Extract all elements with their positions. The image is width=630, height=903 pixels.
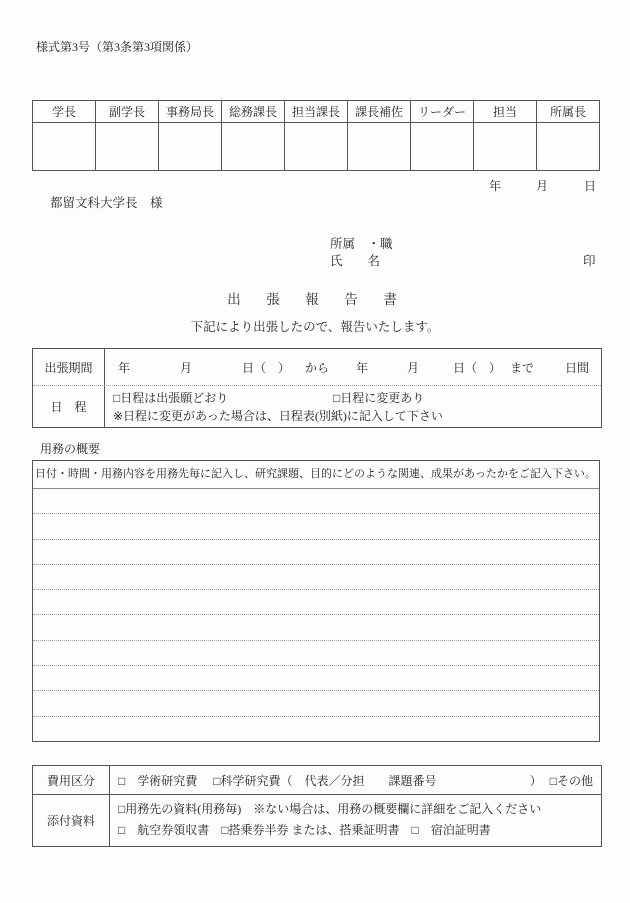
kaken-research-checkbox[interactable]: □科学研究費（ 代表／分担 課題番号 — [213, 773, 437, 788]
summary-empty-row-6[interactable] — [33, 640, 599, 665]
summary-empty-row-0[interactable] — [33, 489, 599, 513]
summary-empty-row-1[interactable] — [33, 513, 599, 538]
expense-category-options — [110, 766, 601, 794]
name-label: 氏 名 — [330, 254, 381, 268]
period-year-to-label: 年 — [356, 361, 369, 375]
trip-period-label: 出張期間 — [33, 349, 105, 385]
summary-empty-row-3[interactable] — [33, 564, 599, 589]
date-year-label: 年 — [489, 179, 502, 193]
expense-table — [32, 765, 602, 847]
trip-period-value-area[interactable] — [105, 349, 601, 385]
approval-signature-cell-0[interactable] — [33, 123, 96, 171]
destination-docs-checkbox[interactable]: □用務先の資料(用務毎) ※ない場合は、用務の概要欄に詳細をご記入ください — [118, 802, 542, 816]
trip-schedule-row — [33, 385, 601, 427]
approval-header-5: 課長補佐 — [348, 101, 411, 123]
trip-period-row — [33, 349, 601, 385]
other-expense-checkbox[interactable]: □その他 — [549, 773, 593, 788]
approval-signature-cell-5[interactable] — [348, 123, 411, 171]
summary-instruction: 日付・時間・用務内容を用務先毎に記入し、研究課題、目的にどのような関連、成果があったかをご記入下さい。 — [33, 461, 599, 489]
period-days-count-label: 日間 — [565, 361, 590, 375]
trip-schedule-label: 日 程 — [33, 386, 105, 427]
approval-signature-cell-4[interactable] — [285, 123, 348, 171]
expense-category-label: 費用区分 — [33, 766, 110, 794]
academic-research-checkbox[interactable]: □ 学術研究費 — [118, 773, 198, 788]
approval-signature-cell-7[interactable] — [474, 123, 537, 171]
approval-header-8: 所属長 — [537, 101, 600, 123]
summary-empty-row-4[interactable] — [33, 589, 599, 614]
period-day-from-label: 日（ ） — [242, 361, 291, 375]
summary-empty-row-7[interactable] — [33, 665, 599, 690]
attachments-label: 添付資料 — [33, 795, 110, 846]
approval-header-4: 担当課長 — [285, 101, 348, 123]
approval-header-0: 学長 — [33, 101, 96, 123]
summary-section-label: 用務の概要 — [40, 442, 101, 456]
approval-signature-cell-6[interactable] — [411, 123, 474, 171]
attachments-options — [110, 795, 601, 846]
summary-box — [32, 460, 600, 742]
form-code: 様式第3号（第3条第3項関係） — [36, 40, 199, 54]
schedule-as-planned-checkbox[interactable]: □日程は出張願どおり — [113, 391, 229, 405]
period-from-label: から — [305, 361, 330, 375]
approval-header-3: 総務課長 — [222, 101, 285, 123]
summary-empty-row-8[interactable] — [33, 690, 599, 715]
approval-signature-cell-1[interactable] — [96, 123, 159, 171]
seal-label: 印 — [583, 254, 596, 268]
date-month-label: 月 — [536, 179, 549, 193]
ticket-receipts-checkboxes[interactable]: □ 航空券領収書 □搭乗券半券 または、搭乗証明書 □ 宿泊証明書 — [118, 823, 491, 837]
approval-header-1: 副学長 — [96, 101, 159, 123]
summary-empty-row-2[interactable] — [33, 539, 599, 564]
date-day-label: 日 — [584, 179, 597, 193]
page-subtitle: 下記により出張したので、報告いたします。 — [190, 320, 440, 334]
approval-header-6: リーダー — [411, 101, 474, 123]
approval-header-7: 担当 — [474, 101, 537, 123]
approval-table — [32, 100, 600, 171]
summary-empty-row-5[interactable] — [33, 614, 599, 639]
page-title: 出 張 報 告 書 — [227, 292, 403, 307]
kaken-close-paren: ） — [529, 773, 542, 788]
affiliation-label: 所属 ・職 — [330, 237, 393, 251]
approval-signature-cell-8[interactable] — [537, 123, 600, 171]
approval-body-row — [33, 123, 600, 171]
expense-attachments-row — [33, 794, 601, 846]
expense-category-row — [33, 766, 601, 794]
summary-empty-row-9[interactable] — [33, 716, 599, 741]
period-year-from-label: 年 — [118, 361, 131, 375]
trip-schedule-value-area — [105, 386, 601, 427]
approval-header-2: 事務局長 — [159, 101, 222, 123]
date-line — [0, 177, 630, 193]
period-day-to-label: 日（ ） — [453, 361, 502, 375]
trip-period-table — [32, 348, 602, 428]
approval-header-row — [33, 101, 600, 123]
period-month-from-label: 月 — [180, 361, 193, 375]
summary-rows — [33, 489, 599, 741]
period-month-to-label: 月 — [407, 361, 420, 375]
approval-signature-cell-3[interactable] — [222, 123, 285, 171]
period-to-label: まで — [510, 361, 535, 375]
schedule-note: ※日程に変更があった場合は、日程表(別紙)に記入して下さい — [113, 409, 443, 423]
addressee: 都留文科大学長 様 — [50, 196, 163, 210]
approval-signature-cell-2[interactable] — [159, 123, 222, 171]
schedule-changed-checkbox[interactable]: □日程に変更あり — [333, 391, 425, 405]
